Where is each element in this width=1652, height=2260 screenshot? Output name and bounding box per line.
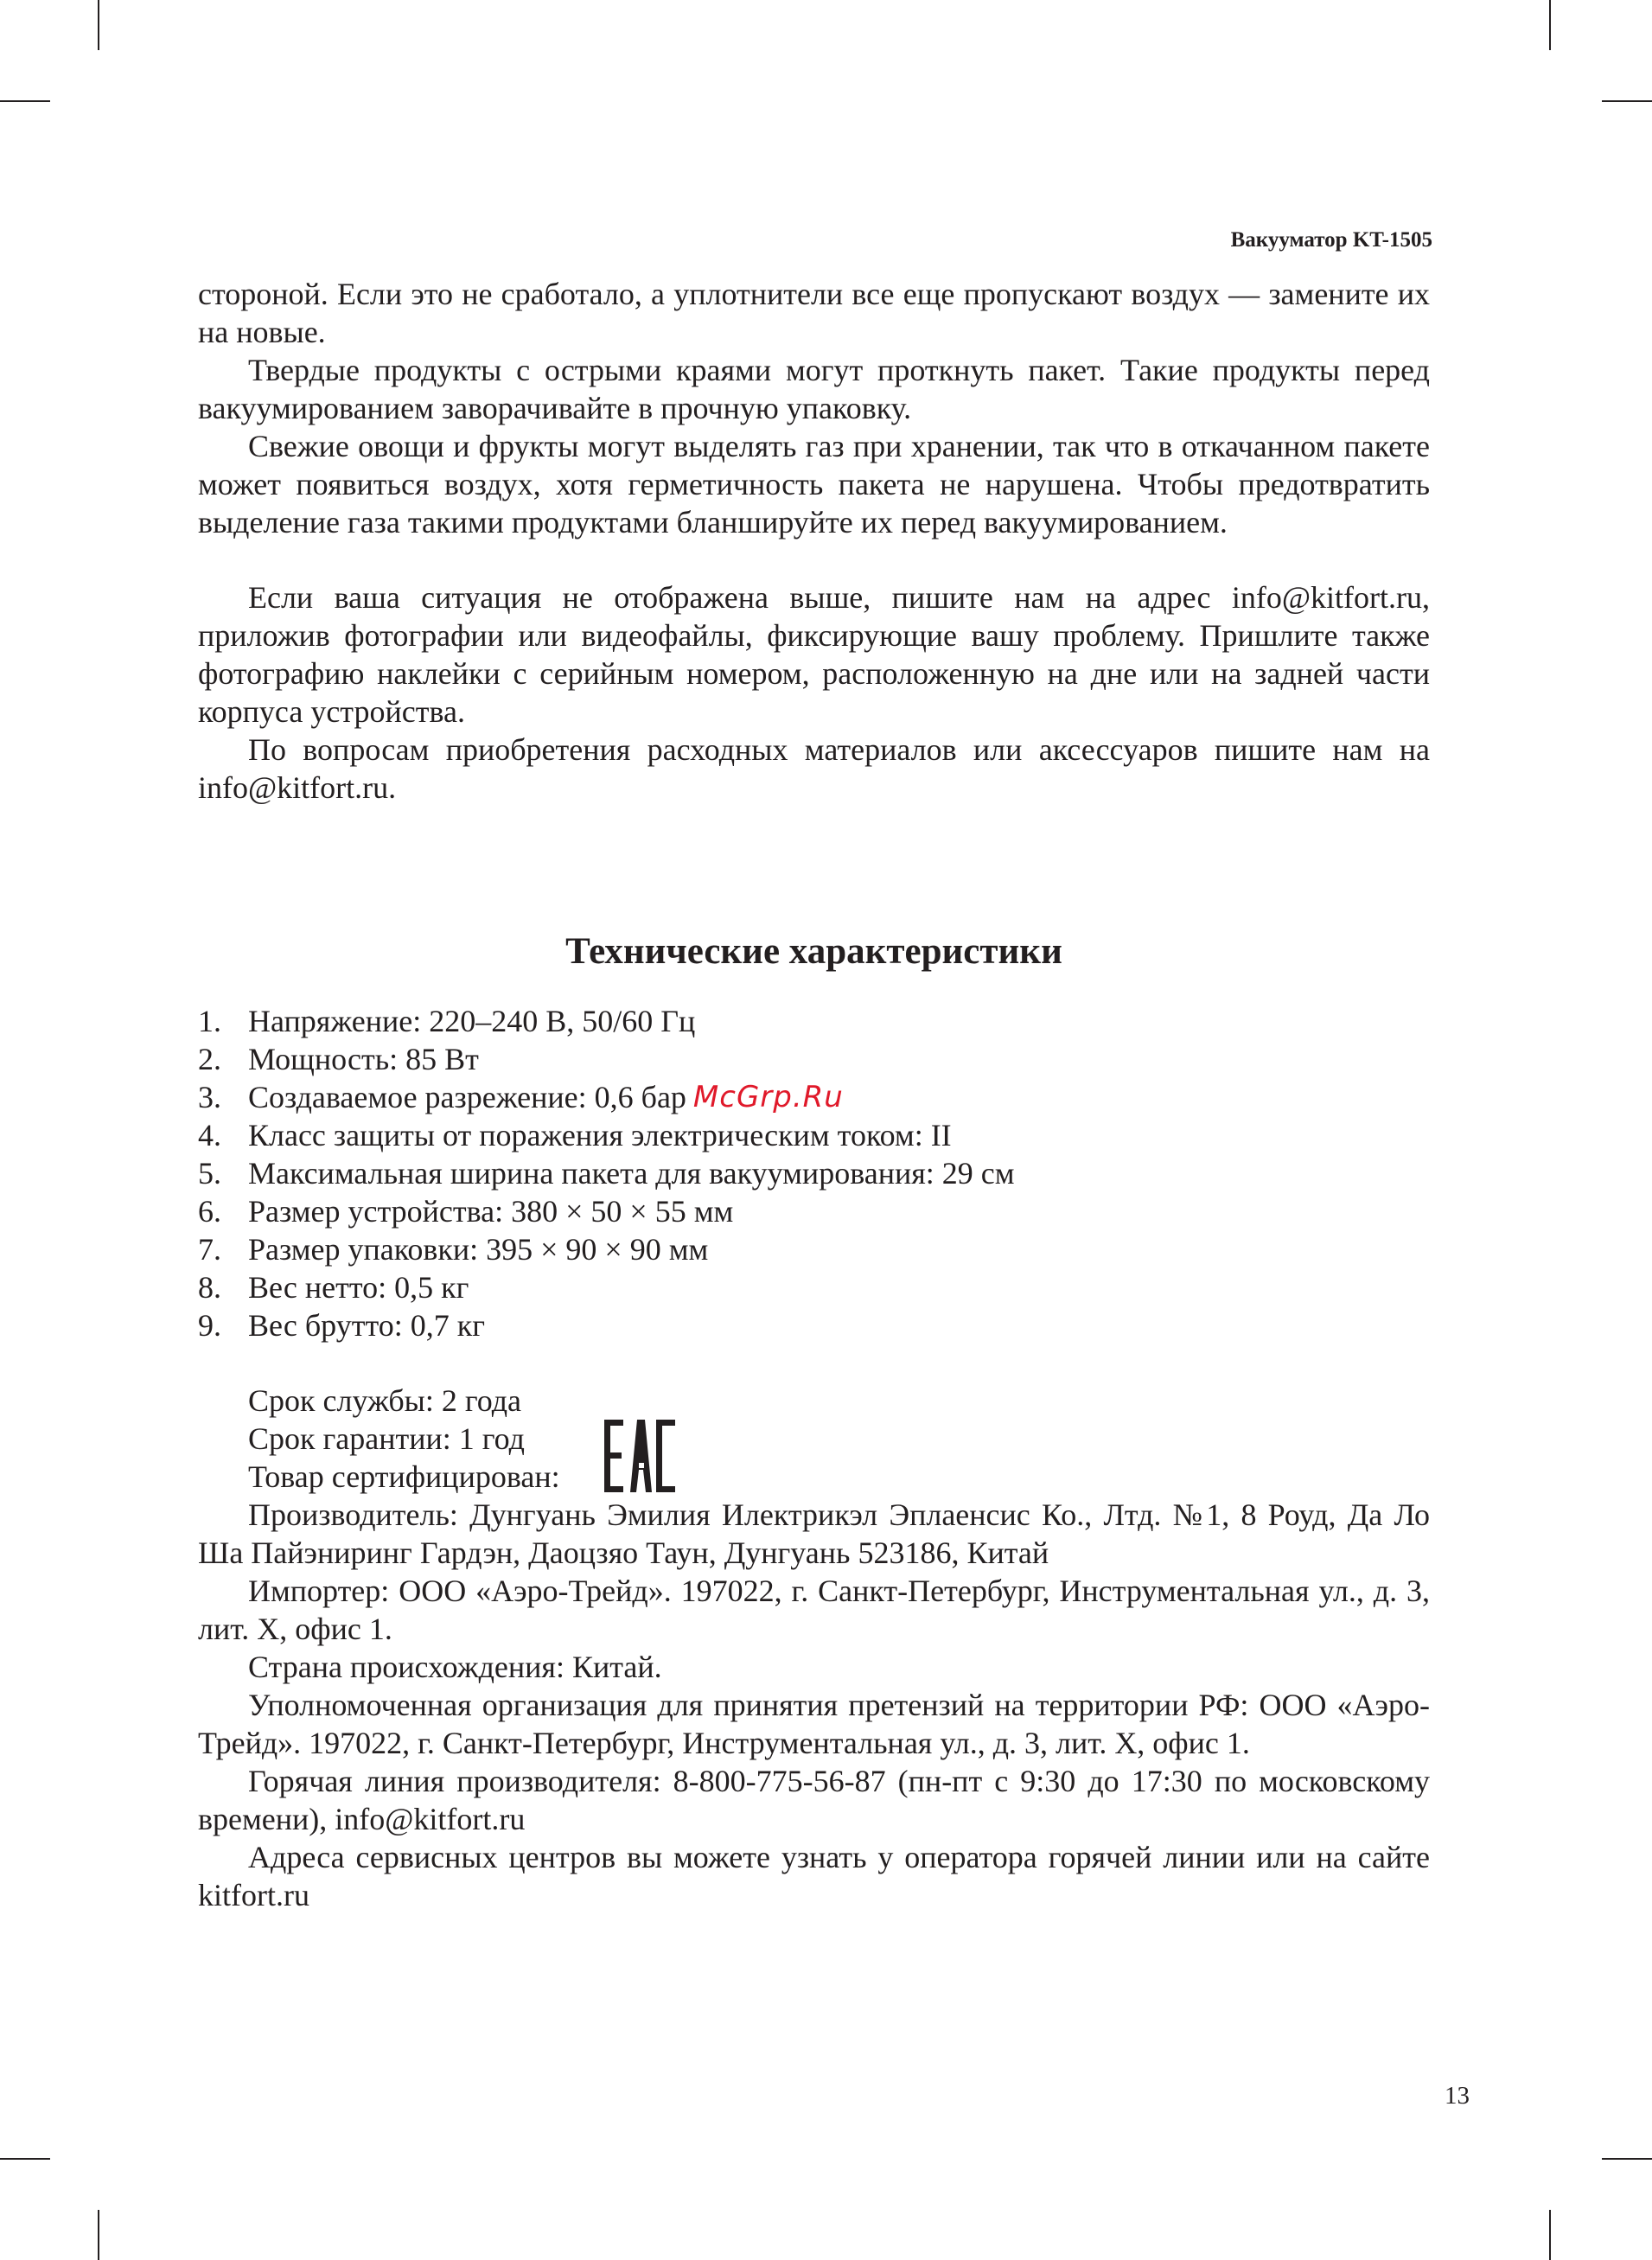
spec-text: Мощность: 85 Вт [248,1042,479,1076]
spec-number: 3. [198,1080,221,1114]
running-header: Вакууматор KT-1505 [1230,228,1432,252]
hotline: Горячая линия производителя: 8-800-775-56-87 (пн-пт с 9:30 до 17:30 по московскому времени), info@kitfort.ru [198,1764,1430,1836]
crop-mark-right-top [1602,100,1652,102]
spec-text: Размер устройства: 380 × 50 × 55 мм [248,1194,734,1229]
spec-item [198,1154,1430,1192]
spec-text: Напряжение: 220–240 В, 50/60 Гц [248,1004,696,1038]
intro-paragraph-3: Свежие овощи и фрукты могут выделять газ при хранении, так что в откачанном пакете может появиться воздух, хотя герметичность пакета не нарушена. Чтобы предотвратить выделение газа такими продуктами бланшируйте их перед вакуумированием. [198,429,1430,539]
spec-number: 6. [198,1194,221,1229]
intro-paragraph-1: стороной. Если это не сработало, а уплотнители все еще пропускают воздух — замените их на новые. [198,277,1430,349]
crop-mark-left-top [0,100,50,102]
intro-paragraph-2: Твердые продукты с острыми краями могут проткнуть пакет. Такие продукты перед вакуумированием заворачивайте в прочную упаковку. [198,353,1430,425]
spec-item [198,1078,1430,1116]
spec-text: Вес брутто: 0,7 кг [248,1308,485,1343]
spec-number: 8. [198,1270,221,1305]
spec-item [198,1040,1430,1078]
specs-list [198,1002,1430,1344]
spec-item [198,1192,1430,1230]
eac-certification-mark-icon [604,1420,675,1492]
page-number: 13 [1445,2082,1470,2110]
spec-number: 9. [198,1308,221,1343]
page-content [198,275,1430,1914]
spec-text: Максимальная ширина пакета для вакуумирования: 29 см [248,1156,1015,1191]
spec-number: 2. [198,1042,221,1076]
spec-number: 5. [198,1156,221,1191]
certified-label: Товар сертифицирован: [248,1459,560,1494]
crop-mark-right-bottom [1602,2158,1652,2160]
importer: Импортер: ООО «Аэро-Трейд». 197022, г. Санкт-Петербург, Инструментальная ул., д. 3, лит. Х, офис 1. [198,1574,1430,1646]
spec-text: Размер упаковки: 395 × 90 × 90 мм [248,1232,709,1267]
crop-mark-bottom-right [1549,2210,1551,2260]
spec-text: Вес нетто: 0,5 кг [248,1270,469,1305]
warranty-period: Срок гарантии: 1 год [248,1421,525,1456]
spec-number: 7. [198,1232,221,1267]
contact-paragraph-1: Если ваша ситуация не отображена выше, пишите нам на адрес info@kitfort.ru, приложив фотографии или видеофайлы, фиксирующие вашу проблему. Пришлите также фотографию наклейки с серийным номером, расположенную на дне или на задней части корпуса устройства. [198,580,1430,729]
country-of-origin: Страна происхождения: Китай. [248,1650,662,1684]
spec-item [198,1116,1430,1154]
spec-text: Класс защиты от поражения электрическим током: II [248,1118,952,1152]
spec-item [198,1268,1430,1306]
crop-mark-top-right [1549,0,1551,50]
authorized-organization: Уполномоченная организация для принятия претензий на территории РФ: ООО «Аэро-Трейд». 197022, г. Санкт-Петербург, Инструментальная ул., д. 3, лит. Х, офис 1. [198,1688,1430,1760]
spec-number: 4. [198,1118,221,1152]
spec-item [198,1306,1430,1344]
crop-mark-top-left [98,0,99,50]
spec-item [198,1002,1430,1040]
spec-item [198,1230,1430,1268]
service-life: Срок службы: 2 года [248,1383,522,1418]
manufacturer: Производитель: Дунгуань Эмилия Илектрикэл Эплаенсис Ко., Лтд. №1, 8 Роуд, Да Ло Ша Пайэниринг Гардэн, Даоцзяо Таун, Дунгуань 523186, Китай [198,1497,1430,1570]
specs-title: Технические характеристики [565,931,1062,972]
watermark-link[interactable]: McGrp.Ru [692,1080,844,1114]
crop-mark-left-bottom [0,2158,50,2160]
certification-line [198,1458,1430,1496]
spec-number: 1. [198,1004,221,1038]
crop-mark-bottom-left [98,2210,99,2260]
spec-text: Создаваемое разрежение: 0,6 бар [248,1080,686,1114]
contact-paragraph-2: По вопросам приобретения расходных материалов или аксессуаров пишите нам на info@kitfort.ru. [198,732,1430,805]
service-centers: Адреса сервисных центров вы можете узнать у оператора горячей линии или на сайте kitfort.ru [198,1840,1430,1912]
